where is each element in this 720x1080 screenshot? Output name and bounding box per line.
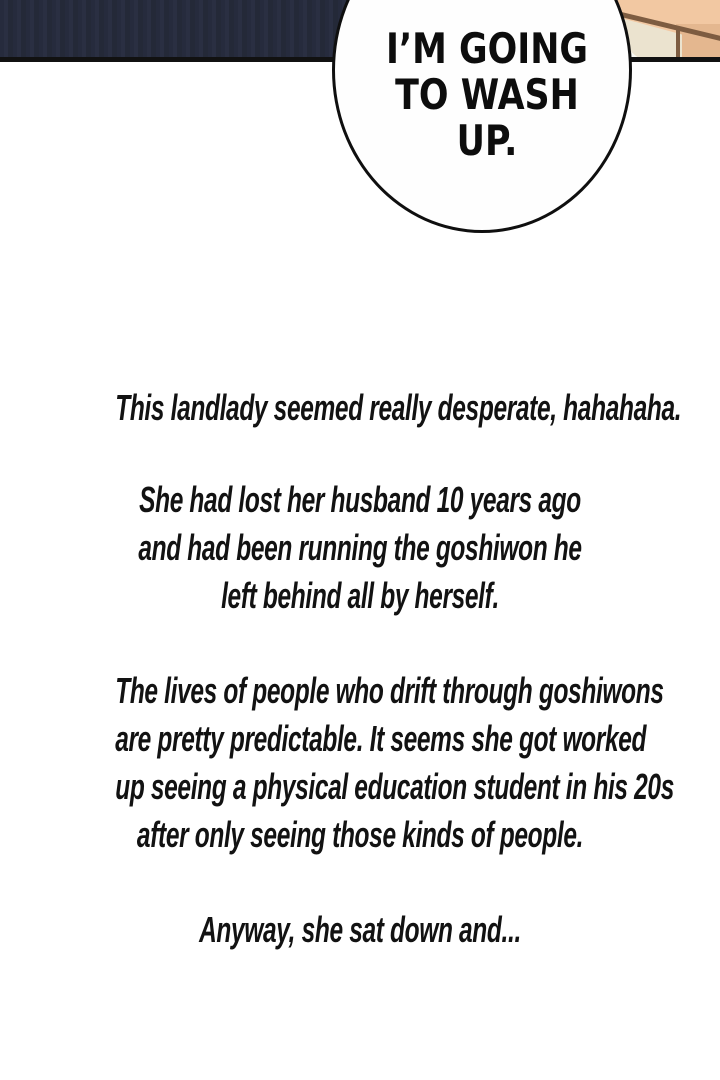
- narration-line: Anyway, she sat down and...: [199, 909, 521, 950]
- narration-line: left behind all by herself.: [221, 575, 499, 616]
- narration-line: This landlady seemed really desperate, hahahaha.: [115, 387, 682, 428]
- narration-line: She had lost her husband 10 years ago: [139, 479, 581, 520]
- speech-bubble-text: [369, 26, 605, 164]
- narration-line: The lives of people who drift through goshiwons: [115, 670, 664, 711]
- speech-line: I’M GOING: [385, 24, 589, 73]
- artwork-vertical-edge: [676, 27, 680, 57]
- narration-paragraph-2: [115, 476, 605, 620]
- speech-bubble: [332, 0, 632, 233]
- narration-paragraph-4: [115, 906, 605, 954]
- narration-paragraph-1: [115, 384, 682, 432]
- speech-line: TO WASH: [395, 70, 579, 119]
- narration-line: and had been running the goshiwon he: [138, 527, 582, 568]
- narration-line: up seeing a physical education student in his 20s: [115, 766, 674, 807]
- narration-line: are pretty predictable. It seems she got worked: [115, 718, 647, 759]
- speech-line: UP.: [456, 116, 518, 165]
- narration-paragraph-3: [115, 667, 674, 859]
- narration-line: after only seeing those kinds of people.: [136, 814, 584, 855]
